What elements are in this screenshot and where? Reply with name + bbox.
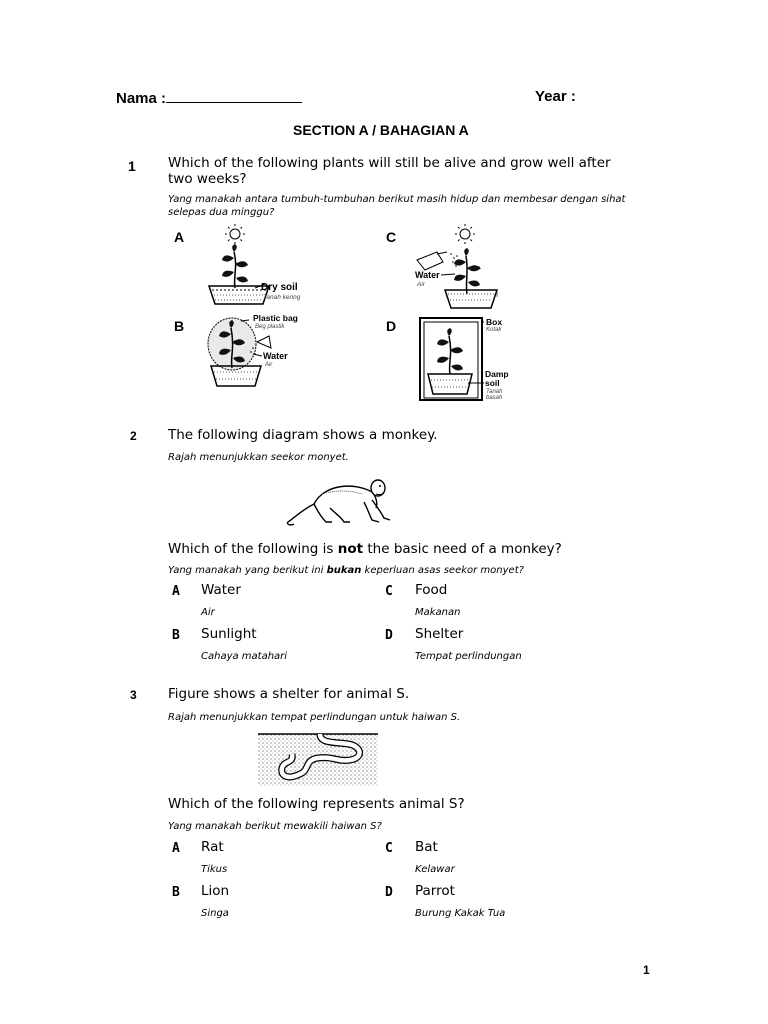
q3-number: 3 bbox=[130, 688, 137, 702]
q1-d-label-box: Box bbox=[486, 317, 503, 327]
q1-figure-d-plant-in-box bbox=[418, 316, 518, 402]
q2-option-d-letter[interactable]: D bbox=[385, 628, 393, 643]
q2-intro-ms: Rajah menunjukkan seekor monyet. bbox=[168, 452, 349, 463]
svg-text:i: i bbox=[496, 290, 499, 299]
q2-option-b-letter[interactable]: B bbox=[172, 628, 180, 643]
name-label: Nama : bbox=[116, 90, 167, 107]
q1-d-label-damp: Damp bbox=[485, 369, 509, 379]
q1-b-label-beg-plastik: Beg plastik bbox=[255, 324, 285, 330]
q1-question-ms: Yang manakah antara tumbuh-tumbuhan berikut masih hidup dan membesar dengan sihat selepas dua minggu? bbox=[168, 194, 626, 218]
q1-figure-a-plant-dry-soil bbox=[205, 222, 310, 308]
q1-b-label-water: Water bbox=[263, 351, 288, 361]
q3-option-d-letter[interactable]: D bbox=[385, 885, 393, 900]
q1-b-label-plastic-bag: Plastic bag bbox=[253, 313, 298, 323]
q1-d-label-tanah: Tanah bbox=[486, 389, 503, 395]
q2-option-c-en[interactable]: Food bbox=[415, 582, 448, 598]
q1-figure-c-plant-watered bbox=[413, 222, 513, 310]
q3-question-en: Which of the following represents animal S? bbox=[168, 796, 465, 812]
q1-c-label-air: Air bbox=[417, 281, 425, 288]
q1-d-label-soil: soil bbox=[485, 378, 500, 388]
q3-option-c-en[interactable]: Bat bbox=[415, 839, 438, 855]
q1-number: 1 bbox=[128, 158, 136, 174]
q1-d-label-kotak: Kotak bbox=[486, 327, 502, 333]
q3-option-d-en[interactable]: Parrot bbox=[415, 883, 455, 899]
q2-question-en: Which of the following is not the basic need of a monkey? bbox=[168, 541, 562, 557]
q1-b-label-air: Air bbox=[265, 362, 273, 368]
q2-number: 2 bbox=[130, 429, 137, 443]
q2-option-d-en[interactable]: Shelter bbox=[415, 626, 464, 642]
page-number: 1 bbox=[643, 963, 650, 977]
q3-option-c-ms: Kelawar bbox=[415, 864, 455, 875]
q2-option-a-letter[interactable]: A bbox=[172, 584, 180, 599]
q3-option-a-ms: Tikus bbox=[201, 864, 228, 875]
q2-option-d-ms: Tempat perlindungan bbox=[415, 651, 522, 662]
q1-option-a-letter[interactable]: A bbox=[174, 229, 185, 245]
q3-option-a-letter[interactable]: A bbox=[172, 841, 180, 856]
q2-option-b-ms: Cahaya matahari bbox=[201, 651, 288, 662]
q1-option-c-letter[interactable]: C bbox=[386, 229, 397, 245]
q2-option-a-en[interactable]: Water bbox=[201, 582, 241, 598]
q3-option-b-letter[interactable]: B bbox=[172, 885, 180, 900]
q2-question-ms: Yang manakah yang berikut ini bukan keperluan asas seekor monyet? bbox=[168, 565, 524, 576]
q2-option-c-letter[interactable]: C bbox=[385, 584, 393, 599]
q3-question-ms: Yang manakah berikut mewakili haiwan S? bbox=[168, 821, 382, 832]
q3-intro-en: Figure shows a shelter for animal S. bbox=[168, 686, 410, 702]
section-title: SECTION A / BAHAGIAN A bbox=[293, 122, 469, 138]
q2-intro-en: The following diagram shows a monkey. bbox=[168, 427, 438, 443]
monkey-figure bbox=[284, 474, 396, 530]
q2-option-c-ms: Makanan bbox=[415, 607, 461, 618]
q1-option-b-letter[interactable]: B bbox=[174, 318, 185, 334]
q3-option-c-letter[interactable]: C bbox=[385, 841, 393, 856]
q1-d-label-basah: basah bbox=[486, 395, 503, 401]
q3-option-a-en[interactable]: Rat bbox=[201, 839, 224, 855]
q1-a-label-tanah-kering: Tanah kering bbox=[263, 294, 301, 301]
q2-option-a-ms: Air bbox=[201, 607, 215, 618]
q3-option-d-ms: Burung Kakak Tua bbox=[415, 908, 506, 919]
q1-option-d-letter[interactable]: D bbox=[386, 318, 397, 334]
name-field bbox=[116, 88, 302, 107]
q3-intro-ms: Rajah menunjukkan tempat perlindungan untuk haiwan S. bbox=[168, 712, 461, 723]
burrow-shelter-figure bbox=[258, 730, 380, 788]
q1-a-label-dry-soil: Dry soil bbox=[261, 282, 298, 293]
q1-c-label-water: Water bbox=[415, 270, 440, 280]
q3-option-b-en[interactable]: Lion bbox=[201, 883, 230, 899]
year-label: Year : bbox=[535, 88, 576, 105]
q3-option-b-ms: Singa bbox=[201, 908, 229, 919]
q1-figure-b-plant-in-plastic-bag bbox=[205, 312, 305, 392]
q2-option-b-en[interactable]: Sunlight bbox=[201, 626, 257, 642]
q1-question-en: Which of the following plants will still be alive and grow well after two weeks? bbox=[168, 155, 611, 187]
name-blank-line bbox=[166, 88, 302, 103]
